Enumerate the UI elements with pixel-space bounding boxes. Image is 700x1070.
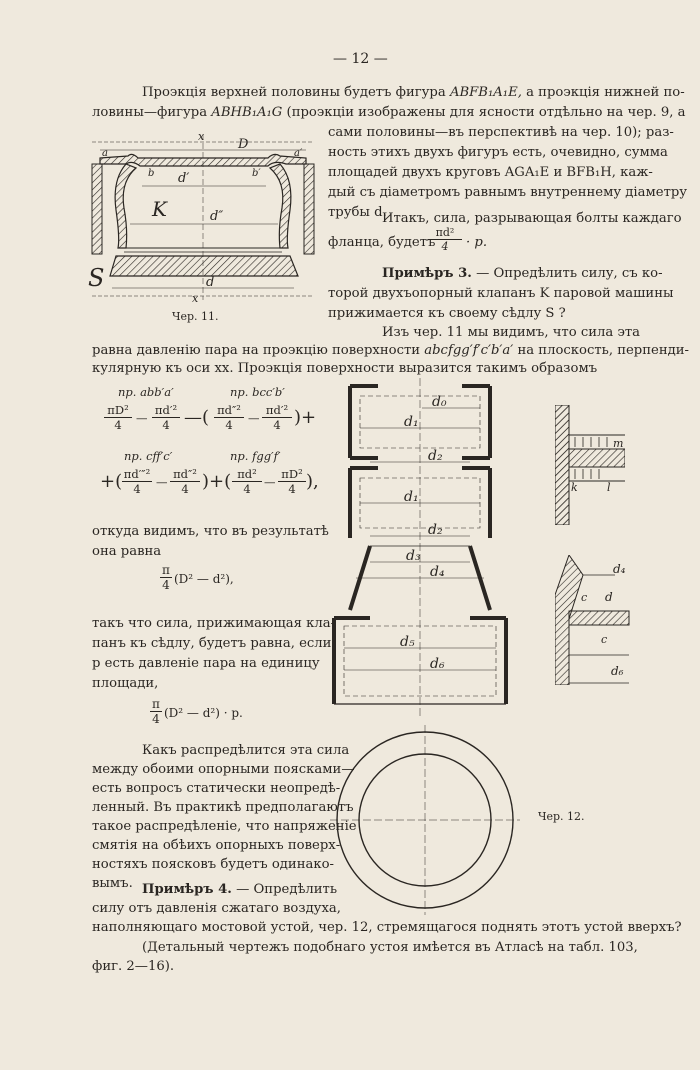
text-line: фиг. 2—16). [92, 959, 175, 974]
fig12-detail-label-d4: d₄ [613, 562, 626, 576]
figure-11-valve [88, 130, 318, 305]
text-line: дый съ діаметромъ равнымъ внутреннему діаметру [328, 185, 688, 200]
text-line: такое распредѣленіе, что напряженіе [92, 819, 357, 834]
fig11-label-b-prime: b′ [252, 168, 261, 179]
text-line: торой двухъопорный клапанъ K паровой машины [328, 286, 674, 301]
fig11-label-a-prime: a′ [294, 148, 303, 159]
text-line: прижимается къ своему сѣдлу S ? [328, 306, 566, 321]
fig11-label-K: K [152, 197, 167, 221]
text-line: Какъ распредѣлится эта сила [142, 743, 350, 758]
fig12-label-k: k [571, 481, 578, 494]
fig12-label-d6: d₆ [430, 656, 445, 672]
text-line: p есть давленіе пара на единицу [92, 656, 320, 671]
fig11-label-x-bottom: x [192, 292, 199, 305]
fig11-label-b: b [148, 168, 155, 179]
text-line: такъ что сила, прижимающая кла- [92, 616, 336, 631]
fig12-detail-label-d6: d₆ [611, 664, 624, 678]
fig11-label-d-prime: d′ [178, 171, 190, 186]
text-line: площади, [92, 676, 159, 691]
page-number: — 12 — [333, 51, 388, 67]
text-line: Проэкція верхней половины будетъ фигура ABFB₁A₁E, а проэкція нижней по- [142, 85, 685, 100]
text-line: ность этихъ двухъ фигуръ есть, очевидно, сумма [328, 145, 668, 160]
fig12-label-d5: d₅ [400, 634, 415, 650]
text-line: сами половины—въ перспективѣ на чер. 10); раз- [328, 125, 674, 140]
fig12-label-d4: d₄ [430, 564, 445, 580]
fig12-detail-label-d: d [605, 590, 613, 604]
text-line: наполняющаго мостовой устой, чер. 12, стремящагося поднять этотъ устой вверхъ? [92, 920, 682, 935]
text-line: Итакъ, сила, разрывающая болты каждаго [382, 211, 682, 226]
figure-12-bridge-pier [330, 378, 530, 718]
fig12-label-d3: d₃ [406, 548, 421, 564]
text-line: равна давленію пара на проэкцію поверхности abcfgg′f′c′b′a′ на плоскость, перпенди- [92, 343, 690, 358]
fig11-label-d-double: d″ [210, 209, 224, 224]
text-line: (Детальный чертежъ подобнаго устоя имѣется въ Атласѣ на табл. 103, [142, 940, 638, 955]
fig12-label-d2: d₂ [428, 448, 443, 464]
figure-11-caption: Чер. 11. [172, 310, 219, 323]
fig11-label-S: S [88, 264, 105, 292]
fig12-label-c-lower: c [601, 633, 608, 646]
text-line: вымъ. [92, 876, 133, 891]
fig12-label-d1: d₁ [404, 414, 419, 430]
book-page: — 12 — Проэкція верхней половины будетъ фигура ABFB₁A₁E, а проэкція нижней по- ловины—фигура ABHB₁A₁G (проэкціи изображены для ясности отдѣльно на чер. 9, а сами половины—въ перспективѣ на чер. 10); раз- ность этихъ двухъ фигуръ есть, очевидно, сумма площадей двухъ круговъ AGA₁E и BFB₁H, каж- дый съ діаметромъ равнымъ внутреннему діаметру трубы d. Итакъ, сила, разрывающая болты каждаго фланца, будетъ πd² 4 · p. Примѣръ 3. — Опредѣлить силу, съ ко- торой двухъопорный клапанъ K паровой машины прижимается къ своему сѣдлу S ? Изъ чер. 11 мы видимъ, что сила эта равна давленію пара на проэкцію поверхности abcfgg′f′c′b′a′ на плоскость, перпенди- кулярную къ оси xx. Проэкція поверхности выразится такимъ образомъ пр. abb′a′ пр. bcc′b′ πD² 4 — πd′² 4 —( πd″² 4 — πd′² 4 )+ пр. cff′c′ пр. fgg′f′ +( πd′″² 4 — πd″² 4 )+( πd² 4 — πD² 4 ), откуда видимъ, что въ результатѣ она равна π 4 (D² — d²), такъ что сила, прижимающая кла- панъ къ сѣдлу, будетъ равна, если p есть давленіе пара на единицу площади, π 4 (D² — d²) · p. Какъ распредѣлится эта сила между обоими опорными поясками— есть вопросъ статически неопредѣ- ленный. Въ практикѣ предполагаютъ такое распредѣленіе, что напряженіе смятія на обѣихъ опорныхъ поверх- ностяхъ поясковъ будетъ одинако- вымъ. Примѣръ 4. — Опредѣлить силу отъ давленія сжатаго воздуха, наполняющаго мостовой устой, чер. 12, стремящагося поднять этотъ устой вверхъ? (Детальный чертежъ подобнаго устоя имѣется въ Атласѣ на табл. 103, фиг. 2—16). x D a a′ b b′ d′ K d″ S d x Чер. 11. d₀ d₁ d₂ d₁ d₂ d₃ d₄ d₅ d₆ m k l d₄ c d c d₆ Чер. 12. [88, 51, 690, 974]
fig12-label-l: l [607, 481, 611, 494]
figure-12-plan-view [330, 725, 520, 915]
formula-block: пр. abb′a′ пр. bcc′b′ πD² 4 — πd′² 4 —( πd″² 4 — πd′² 4 )+ пр. cff′c′ пр. fgg′f′ +( πd′″² 4 — πd″² 4 )+( πd² 4 — πD² 4 ), [100, 385, 319, 496]
figure-12-caption: Чер. 12. [538, 810, 585, 823]
text-line: она равна [92, 544, 162, 559]
fraction: πd² 4 [428, 226, 462, 253]
text-line: между обоими опорными поясками— [92, 762, 355, 777]
figure-12-detail-lower [555, 555, 635, 685]
fig12-label-d0: d₀ [432, 394, 447, 410]
fig11-label-d: d [206, 275, 215, 290]
text-line: панъ къ сѣдлу, будетъ равна, если [92, 636, 332, 651]
text-line: силу отъ давленія сжатаго воздуха, [92, 901, 341, 916]
fig12-label-d1-mid: d₁ [404, 489, 419, 505]
text-line: откуда видимъ, что въ результатѣ [92, 524, 329, 539]
text-line: ловины—фигура ABHB₁A₁G (проэкціи изображены для ясности отдѣльно на чер. 9, а [92, 105, 686, 120]
fig12-label-m: m [613, 437, 624, 450]
text-line: трубы d. [328, 205, 387, 220]
fig12-label-d2-mid: d₂ [428, 522, 443, 538]
text-line: Примѣръ 4. — Опредѣлить [142, 882, 338, 897]
text-line: кулярную къ оси xx. Проэкція поверхности выразится такимъ образомъ [92, 361, 598, 376]
text-line: есть вопросъ статически неопредѣ- [92, 781, 341, 796]
text-line: Изъ чер. 11 мы видимъ, что сила эта [382, 325, 640, 340]
text-line: площадей двухъ круговъ AGA₁E и BFB₁H, каж- [328, 165, 653, 180]
text-line: фланца, будетъ [328, 235, 436, 250]
fig11-label-a: a [102, 148, 108, 159]
text-line: · p. [466, 235, 488, 250]
fig12-label-c-upper: c [581, 591, 588, 604]
text-line: смятія на обѣихъ опорныхъ поверх- [92, 838, 341, 853]
text-line: Примѣръ 3. — Опредѣлить силу, съ ко- [382, 266, 663, 281]
figure-12-detail-upper [555, 405, 625, 525]
fig11-label-x-top: x [198, 130, 205, 143]
fig11-label-D: D [238, 137, 249, 152]
text-line: ленный. Въ практикѣ предполагаютъ [92, 800, 354, 815]
text-line: ностяхъ поясковъ будетъ одинако- [92, 857, 335, 872]
